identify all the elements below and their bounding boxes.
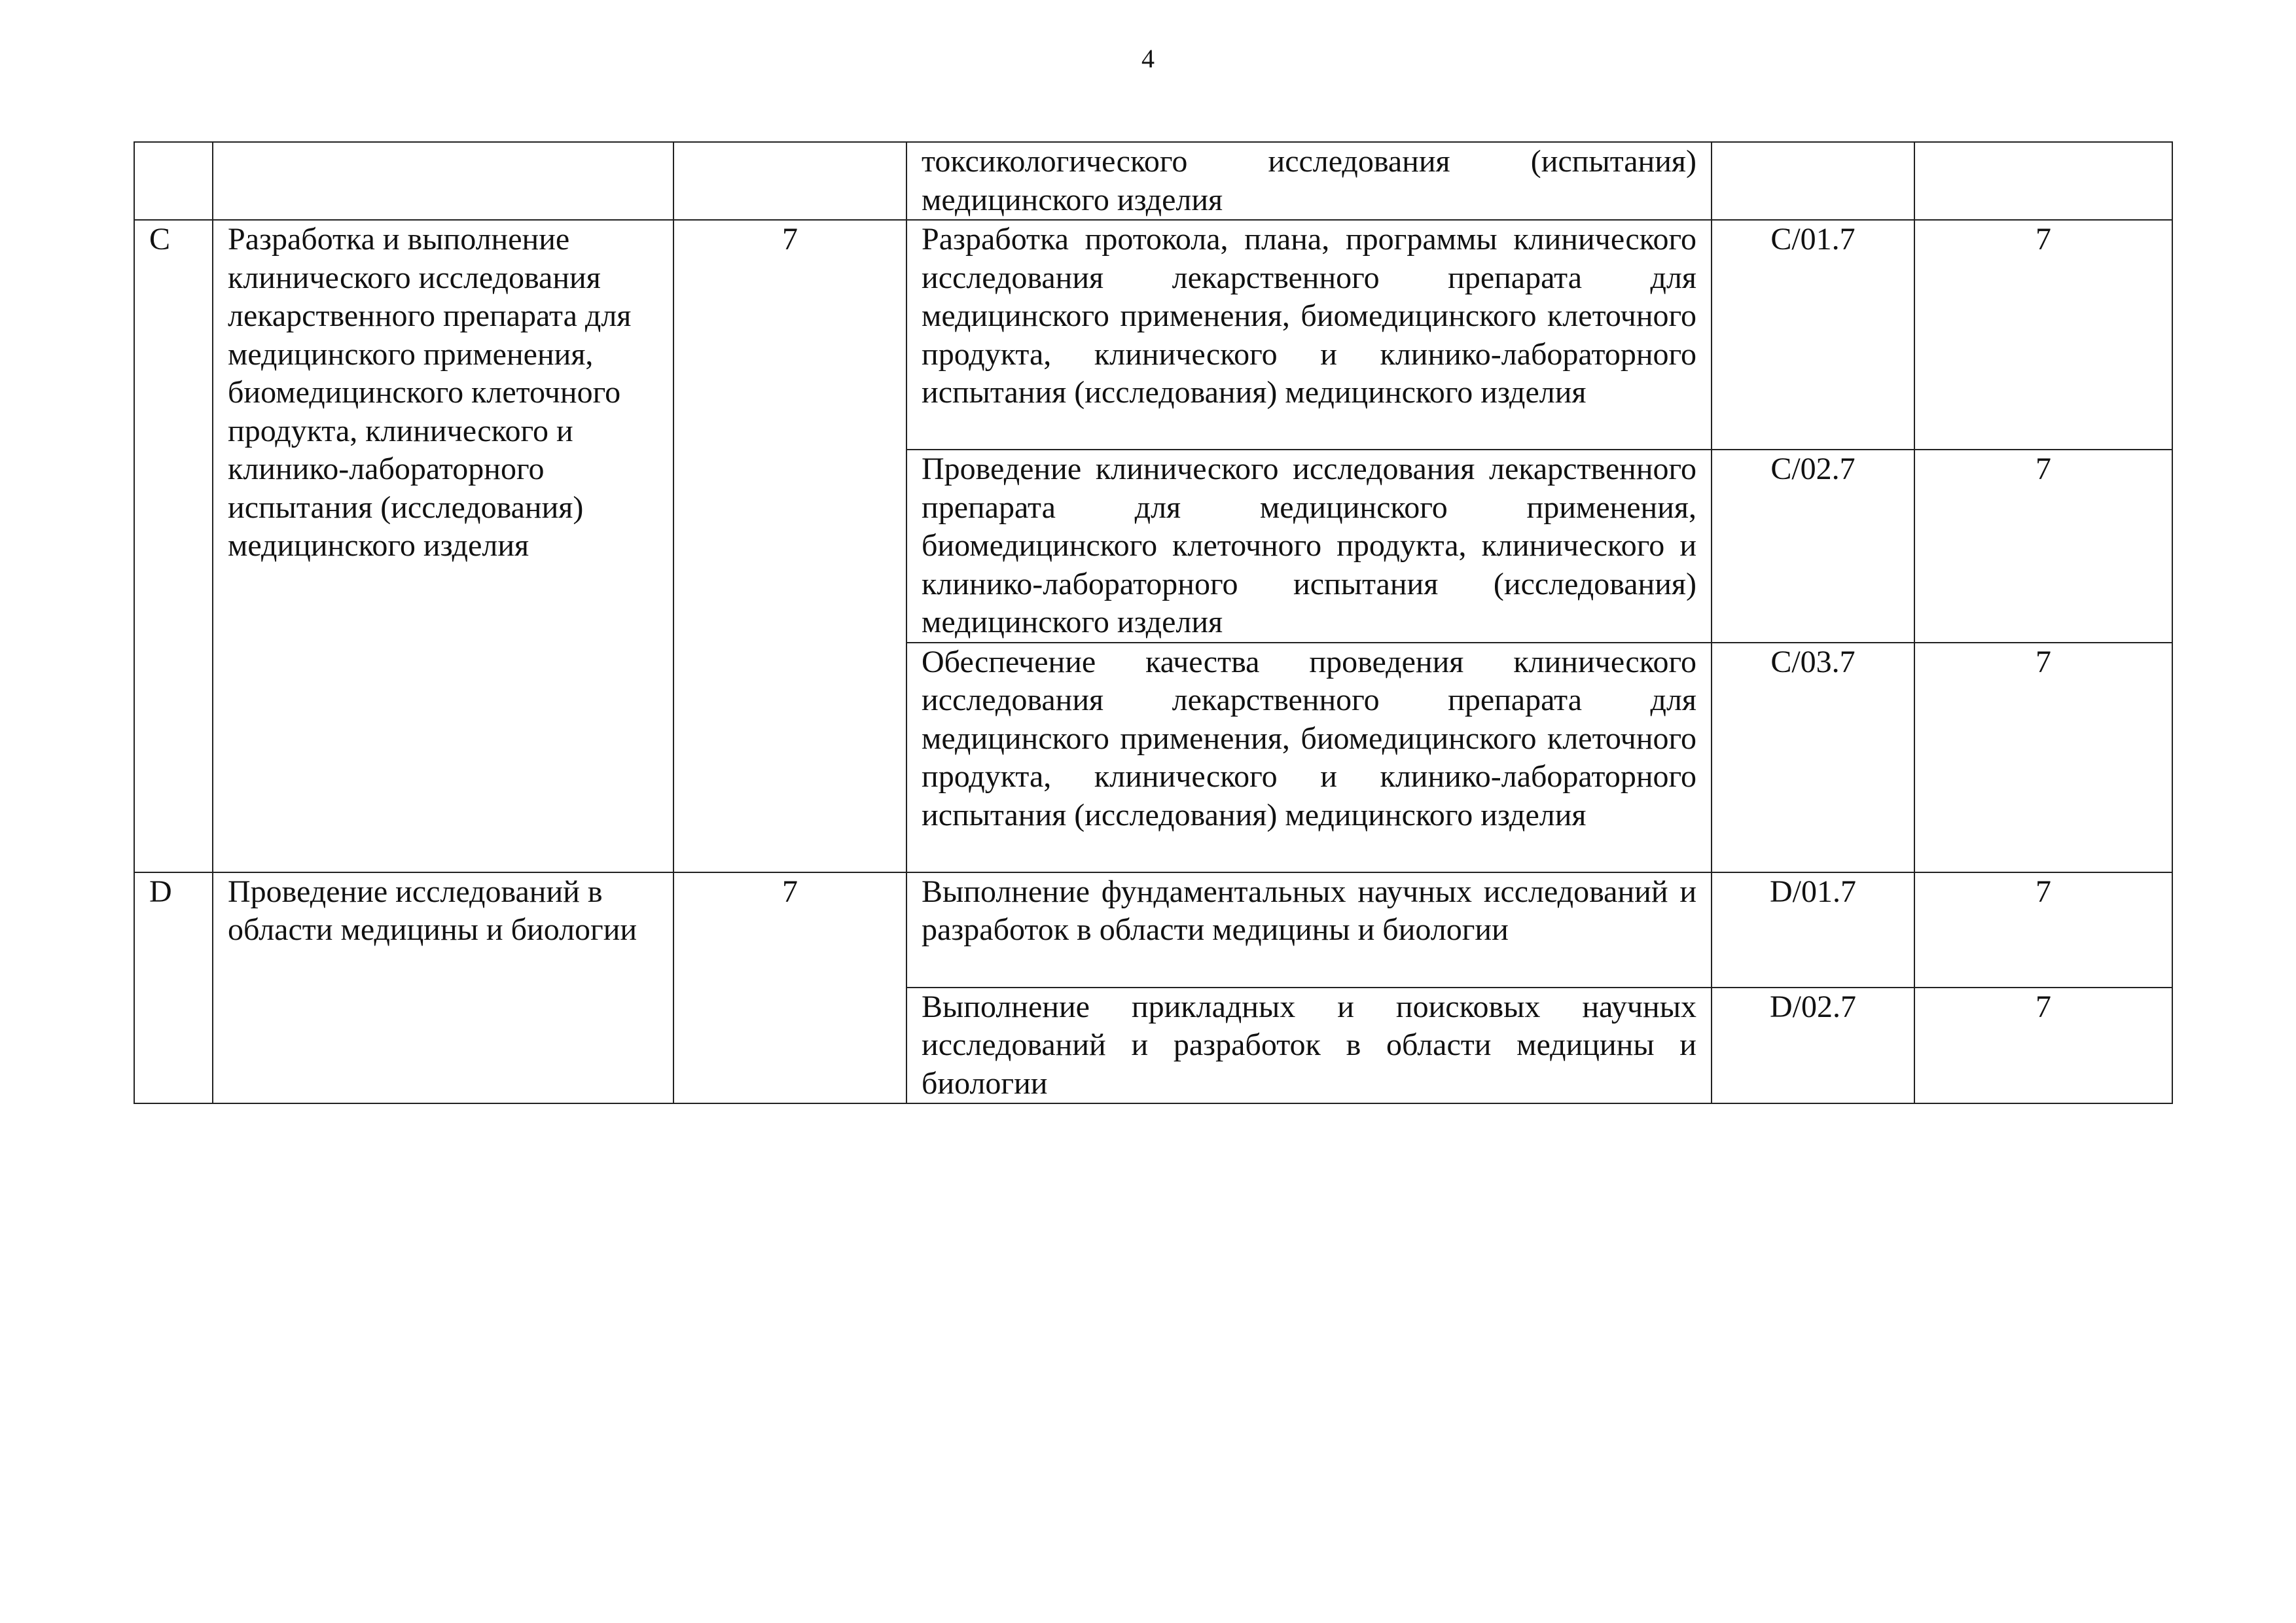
gf-name: Проведение исследований в области медицины и биологии: [228, 874, 637, 947]
gf-level: 7: [782, 874, 798, 909]
gf-code: D: [149, 874, 172, 909]
function-level: 7: [2036, 452, 2051, 486]
function-level-cell: [1914, 872, 2172, 988]
gf-code-cell: [134, 872, 213, 1104]
function-level: 7: [2036, 874, 2051, 909]
generalized-functions-table: [134, 141, 2173, 1104]
function-level-cell: [1914, 220, 2172, 450]
function-code-cell: [1712, 988, 1914, 1104]
function-level-cell: [1914, 643, 2172, 872]
function-level: 7: [2036, 644, 2051, 679]
gf-code: C: [149, 222, 171, 257]
gf-level-cell: [673, 142, 906, 220]
table-row: [134, 142, 2172, 220]
function-level: 7: [2036, 989, 2051, 1024]
function-level: 7: [2036, 222, 2051, 257]
function-text: Выполнение фундаментальных научных исследований и разработок в области медицины и биологии: [922, 874, 1696, 947]
function-code-cell: [1712, 643, 1914, 872]
function-code: D/02.7: [1770, 989, 1856, 1024]
gf-name: Разработка и выполнение клинического исследования лекарственного препарата для медицинского применения, биомедицинского клеточного продукта, клинического и клинико-лабораторного испытания (исследования) медицинского изделия: [228, 222, 632, 563]
function-code: D/01.7: [1770, 874, 1856, 909]
page-number: 4: [1141, 44, 1155, 73]
table-row: [134, 220, 2172, 450]
gf-level-cell: [673, 220, 906, 872]
function-code-cell: [1712, 220, 1914, 450]
function-code-cell: [1712, 872, 1914, 988]
function-code-cell: [1712, 142, 1914, 220]
gf-level: 7: [782, 222, 798, 257]
function-text: Выполнение прикладных и поисковых научных исследований и разработок в области медицины и биологии: [922, 989, 1696, 1101]
gf-name-cell: [213, 142, 673, 220]
function-level-cell: [1914, 450, 2172, 643]
function-text: токсикологического исследования (испытания) медицинского изделия: [922, 144, 1696, 217]
function-level-cell: [1914, 142, 2172, 220]
function-name-cell: [906, 643, 1712, 872]
gf-code-cell: [134, 142, 213, 220]
gf-code-cell: [134, 220, 213, 872]
function-text: Разработка протокола, плана, программы клинического исследования лекарственного препарата для медицинского применения, биомедицинского клеточного продукта, клинического и клинико-лабораторного испытания (исследования) медицинского изделия: [922, 222, 1696, 410]
function-name-cell: [906, 142, 1712, 220]
function-name-cell: [906, 220, 1712, 450]
function-code-cell: [1712, 450, 1914, 643]
function-level-cell: [1914, 988, 2172, 1104]
function-text: Проведение клинического исследования лекарственного препарата для медицинского применения, биомедицинского клеточного продукта, клинического и клинико-лабораторного испытания (исследования) медицинского изделия: [922, 452, 1696, 639]
function-code: C/02.7: [1770, 452, 1856, 486]
gf-name-cell: [213, 872, 673, 1104]
function-code: C/03.7: [1770, 644, 1856, 679]
function-text: Обеспечение качества проведения клинического исследования лекарственного препарата для медицинского применения, биомедицинского клеточного продукта, клинического и клинико-лабораторного испытания (исследования) медицинского изделия: [922, 644, 1696, 832]
function-name-cell: [906, 450, 1712, 643]
function-name-cell: [906, 872, 1712, 988]
function-name-cell: [906, 988, 1712, 1104]
table-row: [134, 872, 2172, 988]
gf-name-cell: [213, 220, 673, 872]
function-code: C/01.7: [1770, 222, 1856, 257]
gf-level-cell: [673, 872, 906, 1104]
